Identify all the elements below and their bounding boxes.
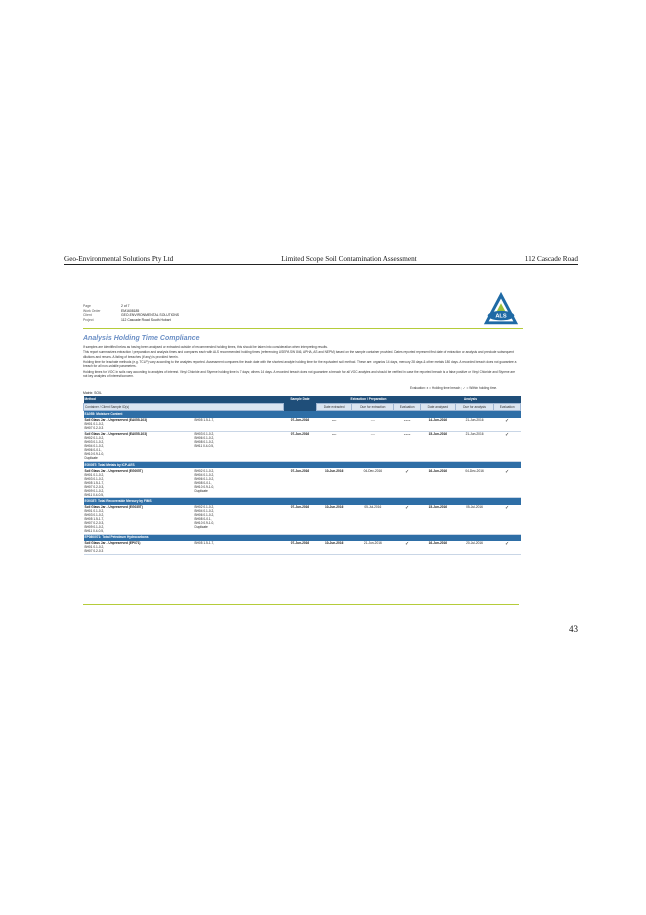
als-logo xyxy=(482,290,520,328)
section-row xyxy=(84,534,521,541)
due-extraction: 04-Dec-2016 xyxy=(352,468,394,498)
evaluation-extraction: ---- xyxy=(394,431,421,461)
sample-date: 07-Jun-2016 xyxy=(284,468,317,498)
meta-value: 2 of 7 xyxy=(121,304,130,308)
sample-ids-right: BH05 1.5-1.7, xyxy=(194,418,284,432)
due-analysis: 21-Jun-2016 xyxy=(455,431,494,461)
meta-key: Work Order xyxy=(83,308,101,313)
evaluation-analysis: ✓ xyxy=(494,541,521,555)
sample-ids-right: BH05 1.5-1.7, xyxy=(194,541,284,555)
holding-time-table xyxy=(83,396,521,555)
evaluation-analysis: ✓ xyxy=(494,468,521,498)
header-report-title: Limited Scope Soil Contamination Assessment xyxy=(281,255,417,263)
evaluation-extraction: ✓ xyxy=(394,505,421,535)
col-date-analysed: Date analysed xyxy=(420,404,455,411)
header-address: 112 Cascade Road xyxy=(524,255,578,263)
section-name: EA055: Moisture Content xyxy=(84,411,521,418)
sample-ids-left: BH01 0.1-0.2, BH07 0.2-0.3 xyxy=(84,422,105,431)
date-analysed: 16-Jun-2016 xyxy=(420,468,455,498)
sample-ids-left: BH01 0.1-0.2, BH07 0.2-0.3 xyxy=(84,545,105,554)
evaluation-legend: Evaluation: x = Holding time breach ; ✓ = Within holding time. xyxy=(410,386,498,390)
header-company: Geo-Environmental Solutions Pty Ltd xyxy=(64,255,174,263)
intro-paragraph: If samples are identified below as having been analysed or extracted outside of recommended holding times, this should be taken into consideration when interpreting results. xyxy=(83,345,328,349)
section-row xyxy=(84,461,521,468)
date-extracted: ---- xyxy=(316,431,351,461)
due-analysis: 05-Jul-2016 xyxy=(455,505,494,535)
date-analysed: 15-Jun-2016 xyxy=(420,431,455,461)
date-extracted: ---- xyxy=(316,418,351,432)
table-row xyxy=(84,541,521,555)
due-extraction: 21-Jun-2016 xyxy=(352,541,394,555)
section-name: EP080/071: Total Petroleum Hydrocarbons xyxy=(84,534,521,541)
date-analysed: 14-Jun-2016 xyxy=(420,418,455,432)
date-extracted: 10-Jun-2016 xyxy=(316,541,351,555)
date-extracted: 10-Jun-2016 xyxy=(316,505,351,535)
intro-paragraph: Holding times for VOC in soils vary according to analytes of interest. Vinyl Chloride and Styrene holding time is 7 days; others 14 days. A recorded breach does not guarantee a breach for all VOC analytes and should be verified in case the reported breach is a false positive or Vinyl Chloride and Styrene are not key analytes of interest/concern. xyxy=(83,369,516,378)
report-intro xyxy=(83,345,519,379)
table-row xyxy=(84,505,521,535)
sample-date: 07-Jun-2016 xyxy=(284,505,317,535)
page-number: 43 xyxy=(569,624,578,634)
sample-date: 07-Jun-2016 xyxy=(284,541,317,555)
evaluation-extraction: ---- xyxy=(394,418,421,432)
col-analysis-group: Analysis xyxy=(420,396,520,404)
col-container: Container / Client Sample ID(s) xyxy=(84,404,284,411)
container-label: Soil Glass Jar - Unpreserved (EA055-103) xyxy=(84,432,148,437)
sample-ids-right: BH02 0.1-0.2, BH04 0.1-0.2, BH06 0.1-0.2, BH08 0-0.1, BH10 0.9-1.0, Duplicate xyxy=(194,505,284,535)
container-label: Soil Glass Jar - Unpreserved (EP071) xyxy=(84,541,141,546)
evaluation-extraction: ✓ xyxy=(394,541,421,555)
meta-key: Client xyxy=(83,313,92,318)
sample-ids-left: BH02 0.1-0.2, BH03 0.1-0.2, BH04 0.1-0.2, BH06 0-0.1, BH10 0.9-1.0, Duplicate xyxy=(84,436,105,461)
logo-text: ALS xyxy=(495,313,507,320)
evaluation-analysis: ✓ xyxy=(494,431,521,461)
container-label: Soil Glass Jar - Unpreserved (EG035T) xyxy=(84,505,143,510)
date-extracted: 10-Jun-2016 xyxy=(316,468,351,498)
footer-rule xyxy=(83,604,519,605)
table-row xyxy=(84,431,521,461)
intro-paragraph: This report summarizes extraction / preparation and analysis times and compares each with ALS recommended holding times (referencing USEPA SW 846, APHA, AS and NEPM) based on the sample container provided. Dates reported represent first date of extraction or analysis and preclude subsequent dilutions and reruns. A listing of breaches (if any) is provided herein. xyxy=(83,350,514,359)
section-name: EG035T: Total Recoverable Mercury by FIMS xyxy=(84,498,521,505)
intro-paragraph: Holding time for leachate methods (e.g. TCLP) vary according to the analytes reported. Assessment compares the leach date with the shortest analyte holding time for the equivalent soil method. These are: organics 14 days, mercury 28 days & other metals 180 days. A recorded breach does not guarantee a breach for all non-volatile parameters. xyxy=(83,359,517,369)
section-row xyxy=(84,411,521,418)
table-row xyxy=(84,468,521,498)
sample-ids-right: BH02 0.1-0.2, BH04 0.1-0.2, BH06 0.1-0.2, BH08 0-0.1, BH10 0.9-1.0, Duplicate xyxy=(194,468,284,498)
due-analysis: 21-Jun-2016 xyxy=(455,418,494,432)
col-evaluation-1: Evaluation xyxy=(394,404,421,411)
col-method: Method xyxy=(84,396,284,404)
meta-row xyxy=(83,318,179,323)
evaluation-extraction: ✓ xyxy=(394,468,421,498)
header-rule xyxy=(64,264,578,265)
sample-date: 07-Jun-2016 xyxy=(284,431,317,461)
sample-ids-left: BH01 0.1-0.2, BH03 0.1-0.2, BH05 1.5-1.7, BH07 0.2-0.3, BH09 0.1-0.2, BH11 0.4-0.5, xyxy=(84,509,105,534)
section-row xyxy=(84,498,521,505)
col-due-extraction: Due for extraction xyxy=(352,404,394,411)
due-analysis: 20-Jul-2016 xyxy=(455,541,494,555)
date-analysed: 15-Jun-2016 xyxy=(420,505,455,535)
table-row xyxy=(84,418,521,432)
evaluation-analysis: ✓ xyxy=(494,505,521,535)
container-label: Soil Glass Jar - Unpreserved (EG005T) xyxy=(84,468,143,473)
date-analysed: 16-Jun-2016 xyxy=(420,541,455,555)
embedded-lab-report xyxy=(80,286,524,610)
section-name: EG005T: Total Metals by ICP-AES xyxy=(84,461,521,468)
evaluation-analysis: ✓ xyxy=(494,418,521,432)
container-label: Soil Glass Jar - Unpreserved (EA055-103) xyxy=(84,418,148,423)
col-evaluation-2: Evaluation xyxy=(494,404,521,411)
matrix-label: Matrix: SOIL xyxy=(83,391,102,395)
sample-ids-left: BH01 0.1-0.2, BH03 0.1-0.2, BH05 1.5-1.7, BH07 0.2-0.3, BH09 0.1-0.2, BH11 0.4-0.5, xyxy=(84,472,105,497)
col-due-analysis: Due for analysis xyxy=(455,404,494,411)
meta-value: GEO-ENVIRONMENTAL SOLUTIONS xyxy=(121,313,180,318)
sample-date: 07-Jun-2016 xyxy=(284,418,317,432)
meta-key: Page xyxy=(83,304,91,308)
report-title: Analysis Holding Time Compliance xyxy=(83,335,200,342)
meta-key: Project xyxy=(83,317,94,322)
col-sample-date: Sample Date xyxy=(284,396,317,411)
due-extraction: ---- xyxy=(352,431,394,461)
sample-ids-right: BH03 0.1-0.2, BH06 0.1-0.2, BH08 0.1-0.2, BH11 0.4-0.5, xyxy=(194,431,284,461)
report-meta xyxy=(83,304,179,322)
col-extraction-group: Extraction / Preparation xyxy=(316,396,420,404)
document-header xyxy=(64,255,578,263)
col-date-extracted: Date extracted xyxy=(316,404,351,411)
due-extraction: ---- xyxy=(352,418,394,432)
meta-value: EM1608185 xyxy=(121,308,140,313)
due-extraction: 05-Jul-2016 xyxy=(352,505,394,535)
due-analysis: 04-Dec-2016 xyxy=(455,468,494,498)
report-top-rule xyxy=(83,328,523,329)
meta-value: 112 Cascade Road South Hobart xyxy=(121,317,171,322)
